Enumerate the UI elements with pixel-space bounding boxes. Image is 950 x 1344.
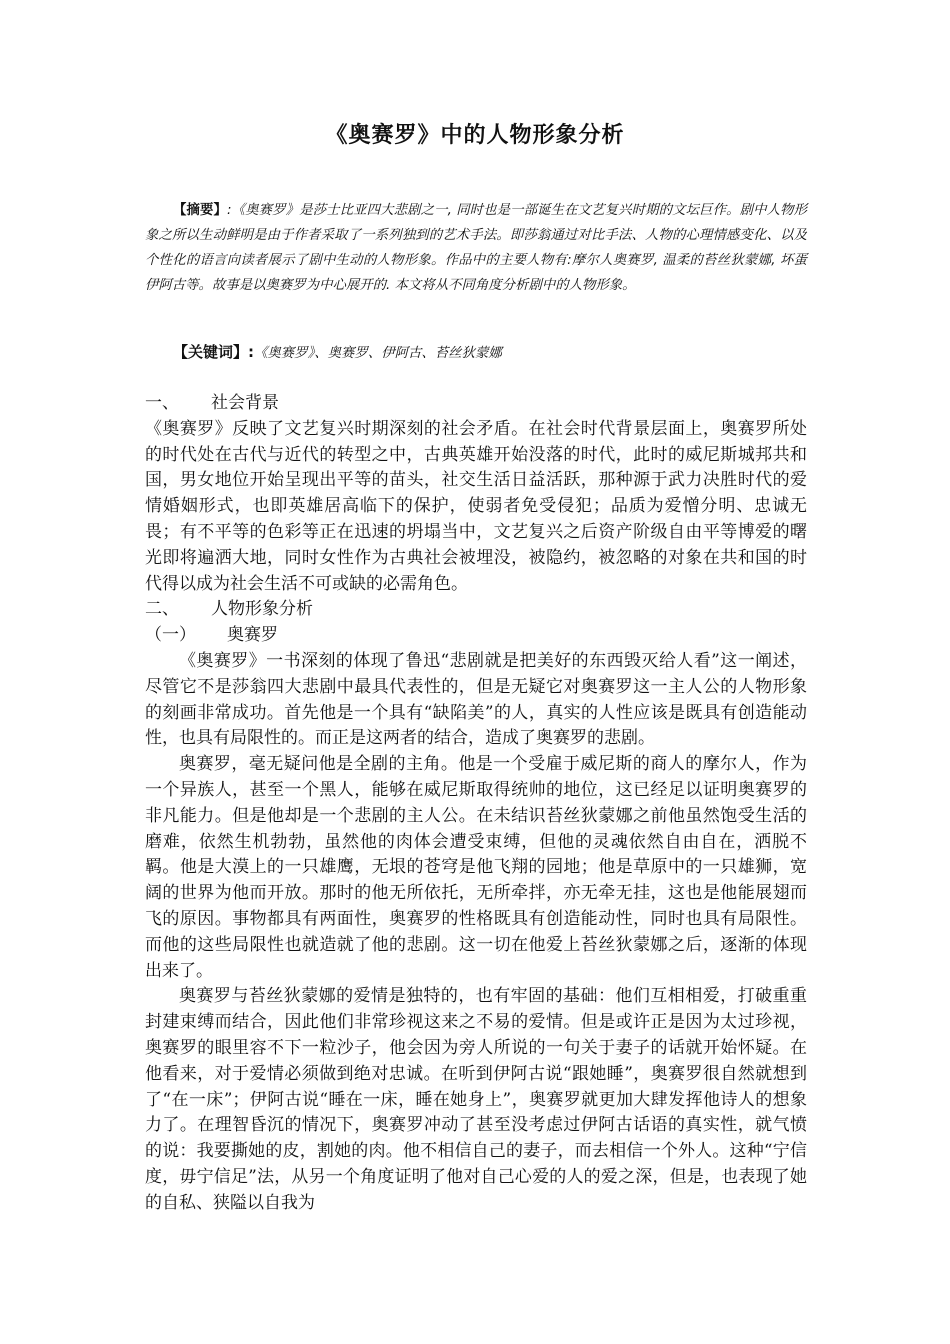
section-heading-2: [145, 597, 807, 623]
paragraph: 奥赛罗与苔丝狄蒙娜的爱情是独特的，也有牢固的基础：他们互相相爱，打破重重封建束缚而结合，因此他们非常珍视这来之不易的爱情。但是或许正是因为太过珍视，奥赛罗的眼里容不下一粒沙子，他会因为旁人所说的一句关于妻子的话就开始怀疑。在他看来，对于爱情必须做到绝对忠诚。在听到伊阿古说“跟她睡”，奥赛罗很自然就想到了“在一床”；伊阿古说“睡在一床，睡在她身上”，奥赛罗就更加大肆发挥他诗人的想象力了。在理智昏沉的情况下，奥赛罗冲动了甚至没考虑过伊阿古话语的真实性，就气愤的说：我要撕她的皮，割她的肉。他不相信自己的妻子，而去相信一个外人。这种“宁信度，毋宁信足”法，从另一个角度证明了他对自己心爱的人的爱之深，但是，也表现了她的自私、狭隘以自我为: [145, 986, 807, 1213]
section-heading-1: [145, 391, 807, 417]
subsection-heading: [145, 623, 807, 649]
paragraph: 奥赛罗，毫无疑问他是全剧的主角。他是一个受雇于威尼斯的商人的摩尔人，作为一个异族人，甚至一个黑人，能够在威尼斯取得统帅的地位，这已经足以证明奥赛罗的非凡能力。但是他却是一个悲剧的主人公。在未结识苔丝狄蒙娜之前他虽然饱受生活的磨难，依然生机勃勃，虽然他的肉体会遭受束缚，但他的灵魂依然自由自在，洒脱不羁。他是大漠上的一只雄鹰，无垠的苍穹是他飞翔的园地；他是草原中的一只雄狮，宽阔的世界为他而开放。那时的他无所依托，无所牵拌，亦无牵无挂，这也是他能展翅而飞的原因。事物都具有两面性，奥赛罗的性格既具有创造能动性，同时也具有局限性。而他的这些局限性也就造就了他的悲剧。这一切在他爱上苔丝狄蒙娜之后，逐渐的体现出来了。: [145, 754, 807, 981]
paragraph: 《奥赛罗》一书深刻的体现了鲁迅“悲剧就是把美好的东西毁灭给人看”这一阐述，尽管它不是莎翁四大悲剧中最具代表性的，但是无疑它对奥赛罗这一主人公的人物形象的刻画非常成功。首先他是一个具有“缺陷美”的人，真实的人性应该是既具有创造能动性，也具有局限性的。而正是这两者的结合，造成了奥赛罗的悲剧。: [145, 650, 807, 749]
section-number: 二、: [145, 599, 179, 620]
section-title: 人物形象分析: [211, 599, 313, 620]
keywords-text: 《奥赛罗》、奥赛罗、伊阿古、苔丝狄蒙娜: [254, 346, 502, 361]
page-title: 《奥赛罗》中的人物形象分析: [325, 123, 625, 148]
section-title: 社会背景: [211, 393, 279, 413]
abstract-label: 【摘要】: [173, 203, 227, 218]
keywords: [145, 340, 807, 366]
paragraph: 《奥赛罗》反映了文艺复兴时期深刻的社会矛盾。在社会时代背景层面上，奥赛罗所处的时代处在古代与近代的转型之中，古典英雄开始没落的时代，此时的威尼斯城邦共和国，男女地位开始呈现出平等的苗头，社交生活日益活跃，那种源于武力决胜时代的爱情婚姻形式，也即英雄居高临下的保护，使弱者免受侵犯；品质为爱憎分明、忠诚无畏；有不平等的色彩等正在迅速的坍塌当中，文艺复兴之后资产阶级自由平等博爱的曙光即将遍洒大地，同时女性作为古典社会被埋没，被隐约，被忽略的对象在共和国的时代得以成为社会生活不可或缺的必需角色。: [145, 418, 807, 594]
body-text: [145, 391, 807, 1217]
section-number: 一、: [145, 393, 179, 413]
keywords-label: 【关键词】:: [173, 343, 254, 361]
subsection-title: 奥赛罗: [227, 625, 278, 646]
subsection-number: （一）: [145, 625, 196, 646]
abstract: [145, 198, 807, 298]
abstract-text: :《奥赛罗》是莎士比亚四大悲剧之一, 同时也是一部诞生在文艺复兴时期的文坛巨作。剧中人物形象之所以生动鲜明是由于作者采取了一系列独到的艺术手法。即莎翁通过对比手法、人物的心理情感变化、以及个性化的语言向读者展示了剧中生动的人物形象。作品中的主要人物有:摩尔人奥赛罗, 温柔的苔丝狄蒙娜, 坏蛋伊阿古等。故事是以奥赛罗为中心展开的. 本文将从不同角度分析剧中的人物形象。: [145, 203, 808, 293]
